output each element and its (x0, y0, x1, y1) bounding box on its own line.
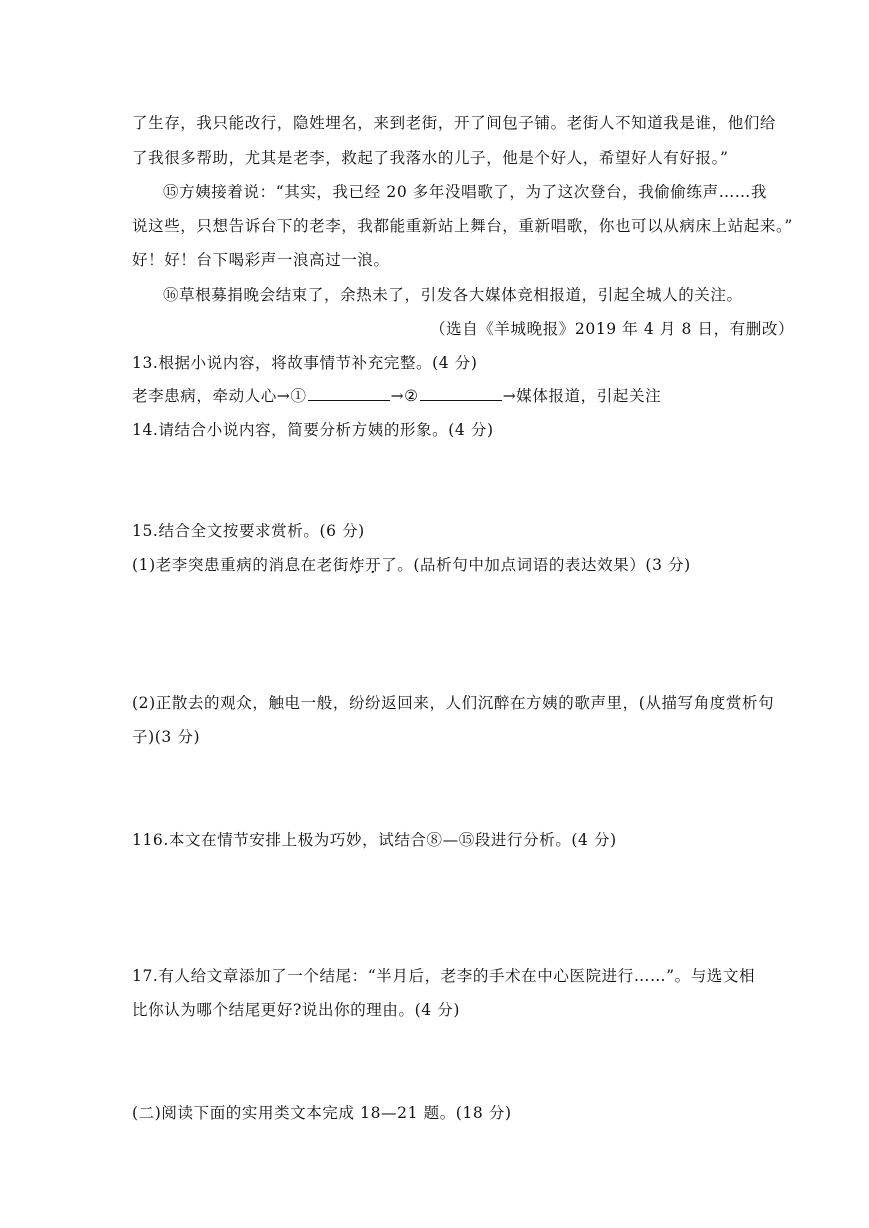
q13-blank-1[interactable] (308, 386, 390, 401)
q13-part1: 老李患病，牵动人心→① (132, 387, 307, 405)
q13-part2: →② (390, 387, 419, 405)
q17-line2: 比你认为哪个结尾更好?说出你的理由。(4 分) (132, 1001, 460, 1019)
q15-sub1-post: 了。(品析句中加点词语的表达效果）(3 分) (381, 556, 691, 574)
q14-prompt: 14.请结合小说内容，简要分析方姨的形象。(4 分) (132, 421, 494, 439)
passage-p15-line3: 好！好！台下喝彩声一浪高过一浪。 (132, 251, 390, 269)
q17-line1: 17.有人给文章添加了一个结尾：“半月后，老李的手术在中心医院进行……”。与选文相 (132, 967, 756, 985)
q15-sub1 (132, 555, 691, 575)
q15-sub1-pre: (1)老李突患重病的消息在老街 (132, 556, 349, 574)
q13-part3: →媒体报道，引起关注 (502, 387, 662, 405)
q15-sub2-line1: (2)正散去的观众，触电一般，纷纷返回来，人们沉醉在方姨的歌声里，(从描写角度赏析句 (132, 694, 775, 712)
passage-source: （选自《羊城晚报》2019 年 4 月 8 日，有删改） (430, 320, 795, 338)
q16-prompt: 116.本文在情节安排上极为巧妙，试结合⑧—⑮段进行分析。(4 分) (132, 831, 617, 849)
passage-p14-line2: 了我很多帮助，尤其是老李，救起了我落水的儿子，他是个好人，希望好人有好报。” (132, 149, 729, 167)
q15-prompt: 15.结合全文按要求赏析。(6 分) (132, 522, 365, 540)
q13-prompt: 13.根据小说内容，将故事情节补充完整。(4 分) (132, 354, 478, 372)
passage-p15-line2: 说这些，只想告诉台下的老李，我都能重新站上舞台，重新唱歌，你也可以从病床上站起来。” (132, 217, 793, 235)
q15-dotted-char-2: 开 (365, 556, 382, 574)
q13-blank-2[interactable] (420, 386, 502, 401)
q15-sub2-line2: 子)(3 分) (132, 728, 201, 746)
passage-p15-line1: ⑮方姨接着说：“其实，我已经 20 多年没唱歌了，为了这次登台，我偷偷练声……我 (163, 183, 768, 201)
q13-plot-line (132, 386, 661, 406)
passage-p14-line1: 了生存，我只能改行，隐姓埋名，来到老街，开了间包子铺。老街人不知道我是谁，他们给 (132, 114, 777, 132)
passage-p16-line1: ⑯草根募捐晚会结束了，余热未了，引发各大媒体竞相报道，引起全城人的关注。 (163, 286, 743, 304)
q15-dotted-char-1: 炸 (348, 556, 366, 574)
section2-heading: (二)阅读下面的实用类文本完成 18—21 题。(18 分) (132, 1104, 512, 1122)
